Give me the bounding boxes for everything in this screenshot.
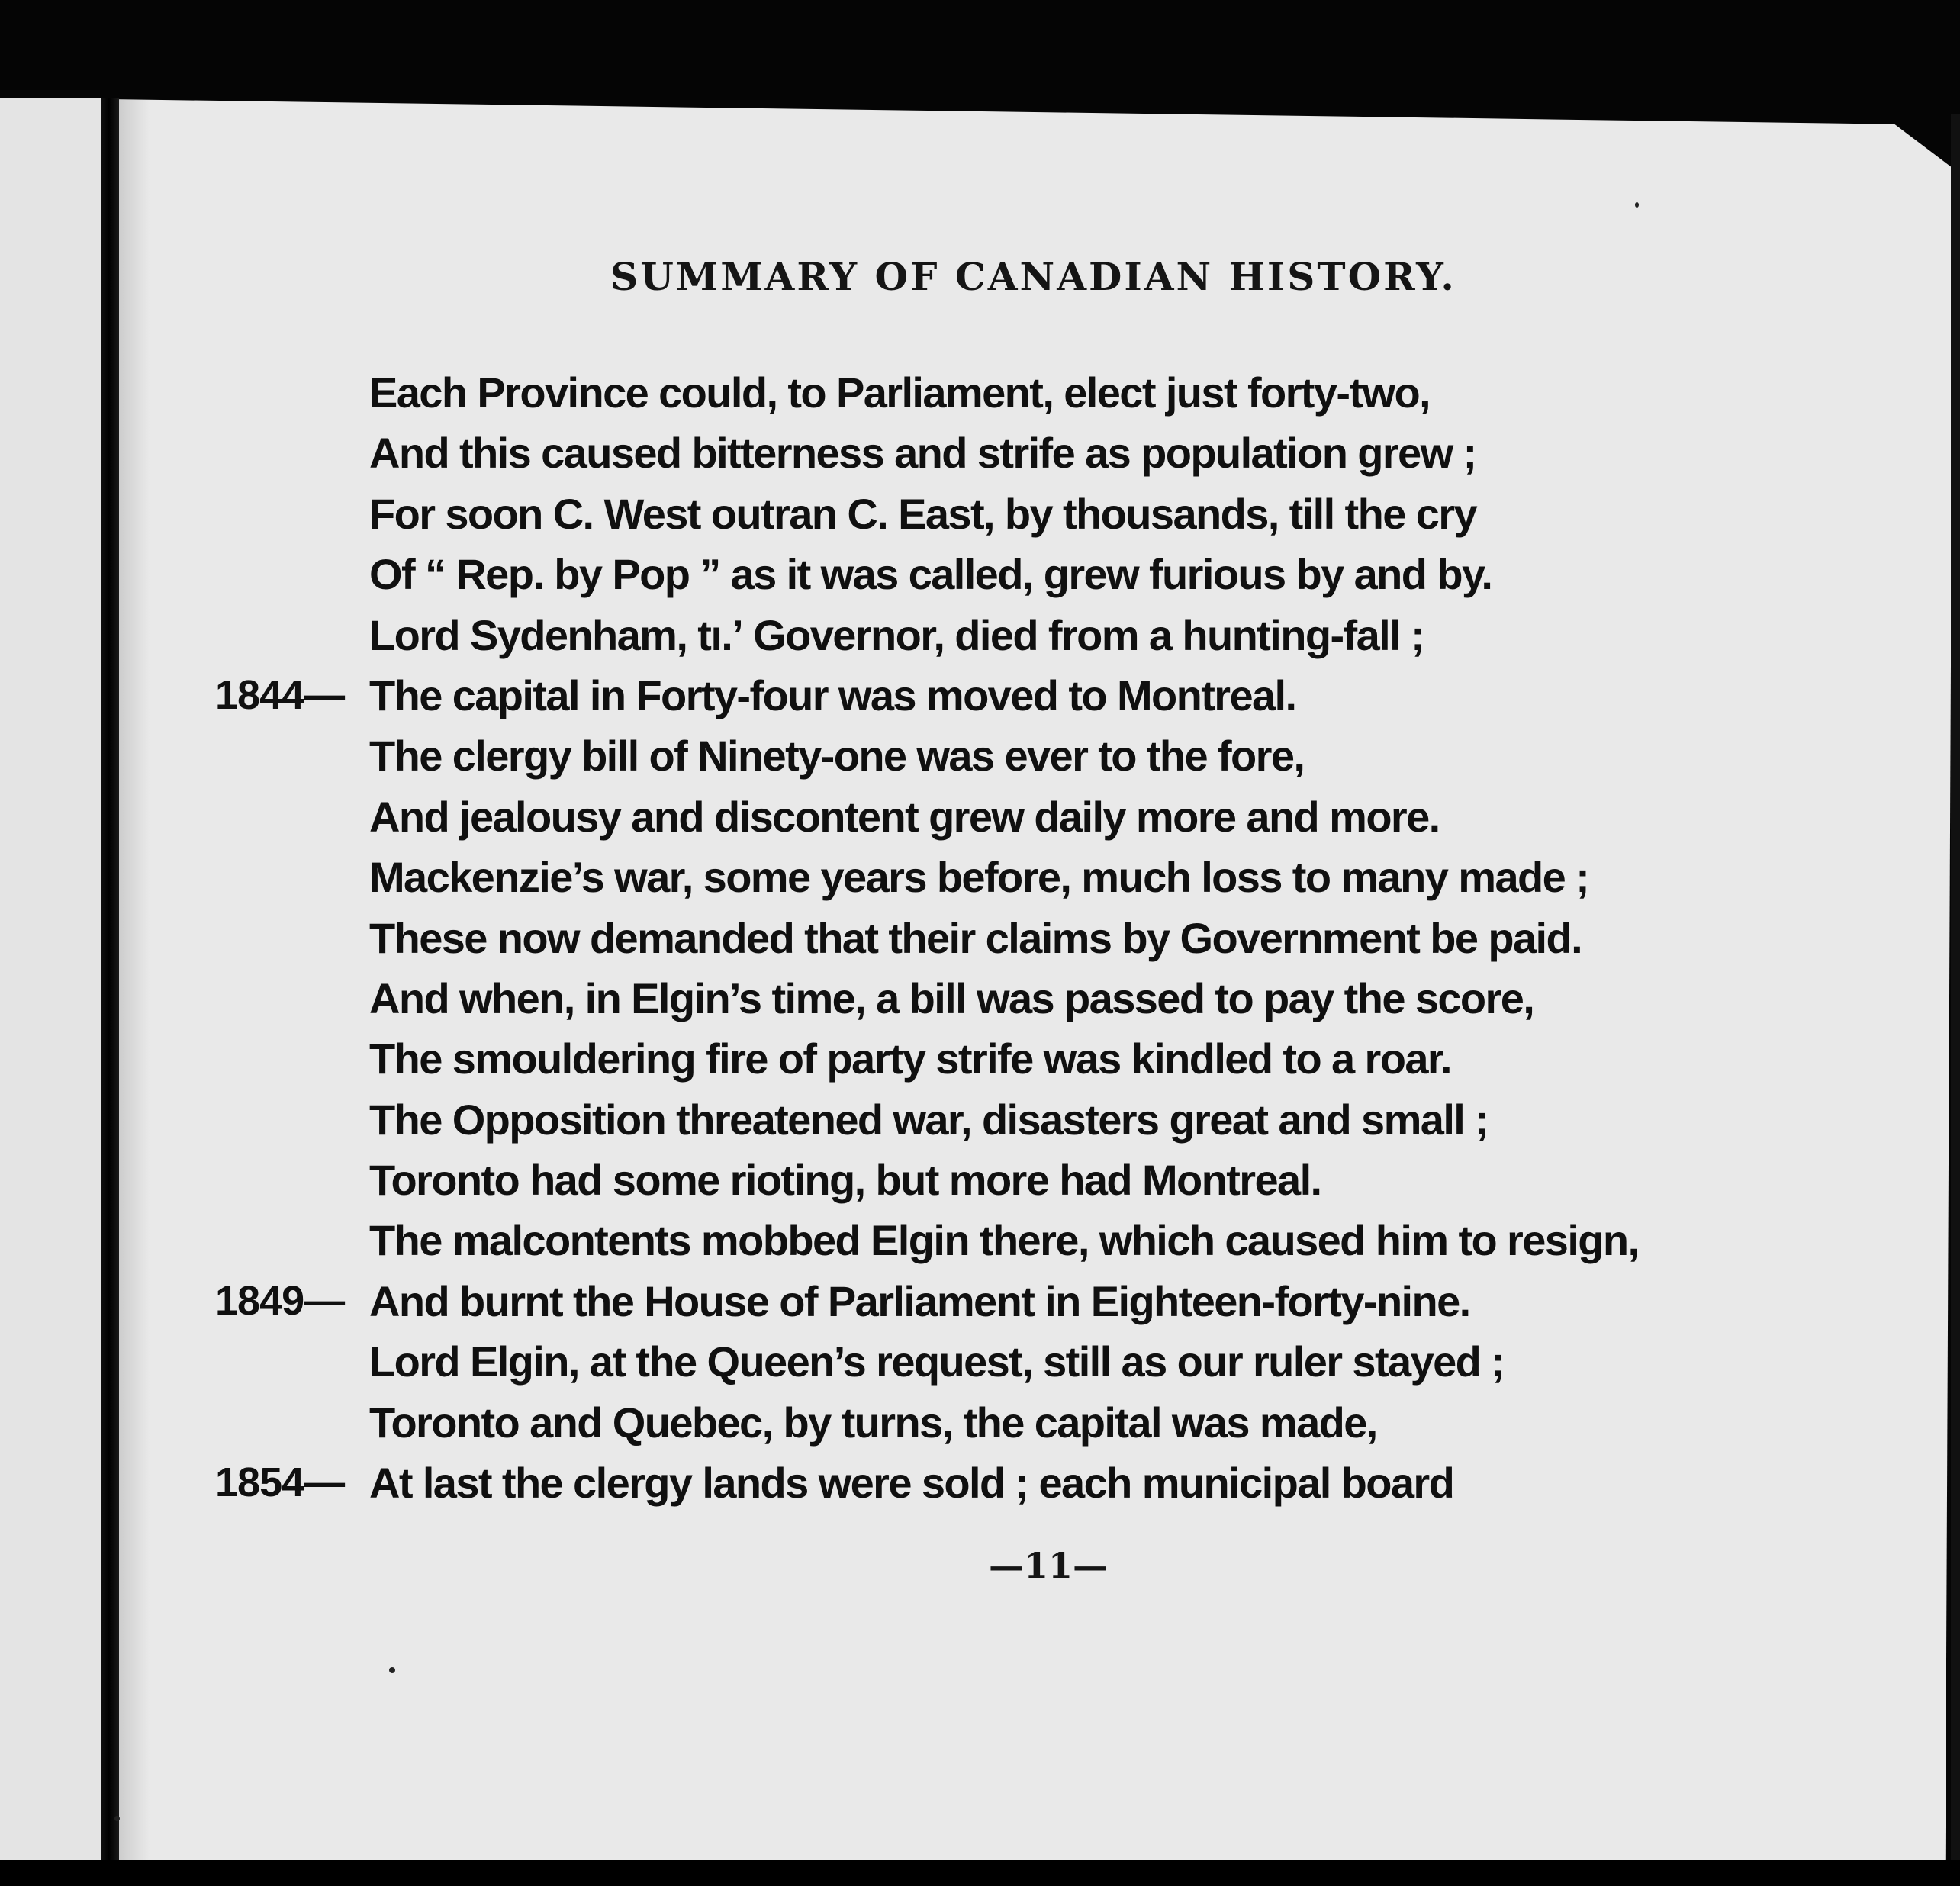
verse-line xyxy=(0,1331,1960,1392)
verse-line xyxy=(0,847,1960,907)
page-number: —11— xyxy=(989,1545,1109,1586)
verse-text: Mackenzie’s war, some years before, much loss to many made ; xyxy=(369,853,1589,902)
verse-text: For soon C. West outran C. East, by thousands, till the cry xyxy=(369,489,1476,538)
verse-text: At last the clergy lands were sold ; each municipal board xyxy=(369,1459,1454,1508)
verse-text: And jealousy and discontent grew daily more and more. xyxy=(369,792,1440,841)
verse-line xyxy=(0,787,1960,847)
verse-text: Lord Sydenham, tı.ʼ Governor, died from a hunting-fall ; xyxy=(369,610,1424,659)
year-marker: 1854— xyxy=(215,1460,345,1506)
verse-line xyxy=(0,544,1960,604)
verse-text: And when, in Elgin’s time, a bill was passed to pay the score, xyxy=(369,974,1534,1022)
scan-bottom-border xyxy=(0,1860,1960,1886)
dust-speck xyxy=(1635,202,1639,208)
year-marker: 1849— xyxy=(215,1277,345,1324)
verse-line xyxy=(0,1089,1960,1150)
year-marker: 1844— xyxy=(215,671,345,718)
verse-text: Toronto had some rioting, but more had Montreal. xyxy=(369,1156,1321,1205)
verse-text: Each Province could, to Parliament, elect just forty-two, xyxy=(369,369,1431,417)
verse-text: The malcontents mobbed Elgin there, which caused him to resign, xyxy=(369,1216,1639,1265)
dust-speck xyxy=(114,1816,120,1821)
verse-line xyxy=(0,1392,1960,1453)
verse-line xyxy=(0,665,1960,726)
verse-line xyxy=(0,1150,1960,1210)
verse-line xyxy=(0,423,1960,483)
verse-line xyxy=(0,605,1960,665)
verse-text: And this caused bitterness and strife as population grew ; xyxy=(369,429,1476,478)
verse-line xyxy=(0,726,1960,786)
verse-text: Lord Elgin, at the Queen’s request, still as our ruler stayed ; xyxy=(369,1337,1505,1386)
verse-text: The capital in Forty-four was moved to Montreal. xyxy=(369,671,1296,719)
verse-line xyxy=(0,362,1960,423)
verse-line xyxy=(0,484,1960,544)
dust-speck xyxy=(389,1667,395,1673)
running-header: SUMMARY OF CANADIAN HISTORY. xyxy=(610,254,1456,299)
verse-line xyxy=(0,1028,1960,1089)
verse-text: The smouldering fire of party strife was kindled to a roar. xyxy=(369,1035,1451,1083)
verse-text: The clergy bill of Ninety-one was ever to the fore, xyxy=(369,732,1305,780)
verse-text: Of “ Rep. by Pop ” as it was called, grew furious by and by. xyxy=(369,550,1492,599)
verse-line xyxy=(0,908,1960,968)
verse-body xyxy=(0,362,1960,1513)
verse-text: These now demanded that their claims by Government be paid. xyxy=(369,913,1582,962)
verse-line xyxy=(0,1210,1960,1270)
verse-line xyxy=(0,968,1960,1028)
verse-line xyxy=(0,1271,1960,1331)
verse-text: The Opposition threatened war, disasters great and small ; xyxy=(369,1095,1489,1144)
verse-line xyxy=(0,1453,1960,1513)
verse-text: And burnt the House of Parliament in Eighteen-forty-nine. xyxy=(369,1276,1470,1325)
verse-text: Toronto and Quebec, by turns, the capital was made, xyxy=(369,1398,1377,1447)
